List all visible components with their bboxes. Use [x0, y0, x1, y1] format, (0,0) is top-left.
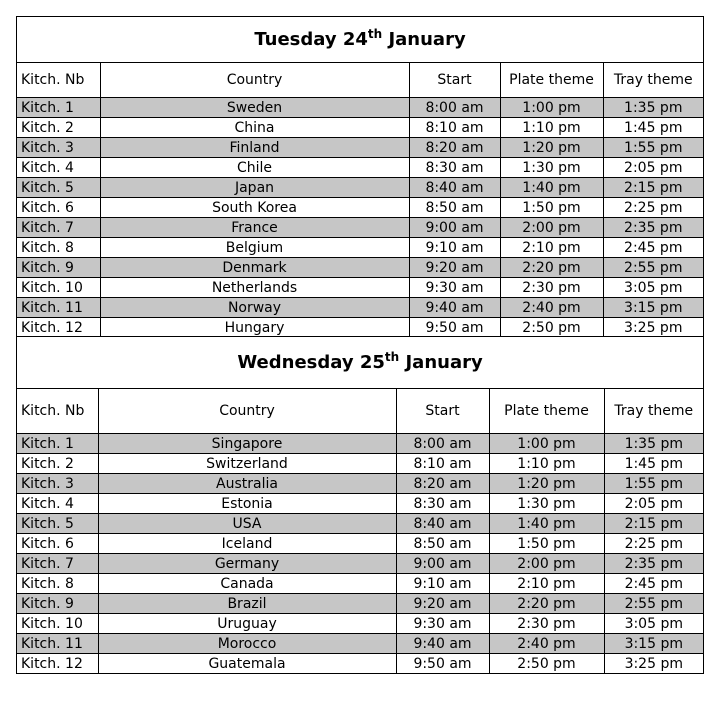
cell-tray-theme: 3:05 pm [603, 278, 703, 298]
cell-country: Hungary [100, 318, 409, 338]
table-row [17, 158, 703, 178]
table-row [17, 318, 703, 338]
cell-kitchen: Kitch. 11 [17, 634, 98, 654]
schedule-wednesday [16, 336, 704, 674]
table-row [17, 554, 703, 574]
table-row [17, 238, 703, 258]
cell-plate-theme: 1:30 pm [489, 494, 604, 514]
table-row [17, 98, 703, 118]
cell-plate-theme: 2:10 pm [489, 574, 604, 594]
cell-start: 9:40 am [396, 634, 489, 654]
cell-country: Finland [100, 138, 409, 158]
cell-kitchen: Kitch. 6 [21, 199, 74, 216]
table-row [17, 258, 703, 278]
cell-start: 9:10 am [409, 238, 500, 258]
schedule-table [17, 17, 703, 337]
cell-start: 8:40 am [409, 178, 500, 198]
cell-country: Estonia [98, 494, 396, 514]
cell-tray-theme: 2:45 pm [604, 574, 703, 594]
cell-kitchen: Kitch. 7 [17, 554, 98, 574]
cell-plate-theme: 2:50 pm [489, 654, 604, 674]
col-header-start: Start [409, 63, 500, 98]
cell-country: Iceland [98, 534, 396, 554]
day-title: Tuesday 24th January [17, 17, 703, 63]
cell-tray-theme: 1:45 pm [603, 118, 703, 138]
cell-tray-theme: 1:35 pm [604, 434, 703, 454]
table-row [17, 494, 703, 514]
table-row [17, 454, 703, 474]
cell-plate-theme: 1:40 pm [500, 178, 603, 198]
cell-tray-theme: 1:45 pm [604, 454, 703, 474]
cell-plate-theme: 1:20 pm [489, 474, 604, 494]
cell-plate-theme: 1:10 pm [489, 454, 604, 474]
cell-kitchen: Kitch. 7 [17, 218, 100, 238]
cell-plate-theme: 2:40 pm [489, 634, 604, 654]
cell-plate-theme: 2:00 pm [489, 554, 604, 574]
cell-start: 9:40 am [409, 298, 500, 318]
cell-plate-theme: 2:40 pm [500, 298, 603, 318]
cell-start: 9:50 am [409, 318, 500, 338]
cell-start: 8:10 am [396, 454, 489, 474]
cell-country: Chile [100, 158, 409, 178]
cell-country: Switzerland [98, 454, 396, 474]
cell-plate-theme: 1:50 pm [489, 534, 604, 554]
cell-country: China [100, 118, 409, 138]
cell-country: Japan [100, 178, 409, 198]
cell-start: 8:50 am [409, 198, 500, 218]
table-row [17, 514, 703, 534]
col-header-country: Country [98, 389, 396, 434]
cell-tray-theme: 1:55 pm [604, 474, 703, 494]
cell-kitchen: Kitch. 12 [21, 319, 83, 336]
cell-kitchen: Kitch. 4 [21, 159, 74, 176]
cell-plate-theme: 2:20 pm [489, 594, 604, 614]
cell-start: 9:00 am [409, 218, 500, 238]
cell-kitchen: Kitch. 4 [21, 495, 74, 512]
cell-kitchen: Kitch. 9 [17, 258, 100, 278]
cell-country: USA [98, 514, 396, 534]
cell-tray-theme: 2:55 pm [603, 258, 703, 278]
cell-tray-theme: 3:15 pm [603, 298, 703, 318]
cell-kitchen: Kitch. 1 [17, 434, 98, 454]
cell-tray-theme: 1:55 pm [603, 138, 703, 158]
table-row [17, 614, 703, 634]
cell-kitchen: Kitch. 3 [17, 138, 100, 158]
cell-country: Singapore [98, 434, 396, 454]
table-row [17, 298, 703, 318]
col-header-plate-theme: Plate theme [489, 389, 604, 434]
cell-kitchen: Kitch. 10 [21, 615, 83, 632]
cell-tray-theme: 2:15 pm [604, 514, 703, 534]
cell-country: Morocco [98, 634, 396, 654]
cell-plate-theme: 1:00 pm [489, 434, 604, 454]
cell-tray-theme: 2:35 pm [603, 218, 703, 238]
cell-tray-theme: 2:45 pm [603, 238, 703, 258]
cell-kitchen: Kitch. 10 [21, 279, 83, 296]
cell-start: 9:10 am [396, 574, 489, 594]
cell-country: South Korea [100, 198, 409, 218]
table-row [17, 654, 703, 674]
cell-plate-theme: 1:50 pm [500, 198, 603, 218]
table-row [17, 278, 703, 298]
cell-plate-theme: 2:30 pm [489, 614, 604, 634]
cell-tray-theme: 2:55 pm [604, 594, 703, 614]
cell-country: Netherlands [100, 278, 409, 298]
cell-start: 8:30 am [409, 158, 500, 178]
table-row [17, 634, 703, 654]
cell-country: Sweden [100, 98, 409, 118]
cell-start: 9:30 am [396, 614, 489, 634]
cell-plate-theme: 1:40 pm [489, 514, 604, 534]
col-header-tray-theme: Tray theme [603, 63, 703, 98]
cell-country: Belgium [100, 238, 409, 258]
cell-tray-theme: 1:35 pm [603, 98, 703, 118]
cell-plate-theme: 1:00 pm [500, 98, 603, 118]
cell-country: Norway [100, 298, 409, 318]
col-header-tray-theme: Tray theme [604, 389, 703, 434]
cell-kitchen: Kitch. 8 [21, 575, 74, 592]
table-row [17, 178, 703, 198]
cell-start: 9:30 am [409, 278, 500, 298]
table-row [17, 534, 703, 554]
cell-plate-theme: 2:20 pm [500, 258, 603, 278]
cell-kitchen: Kitch. 5 [17, 178, 100, 198]
cell-tray-theme: 2:25 pm [604, 534, 703, 554]
cell-tray-theme: 2:35 pm [604, 554, 703, 574]
cell-kitchen: Kitch. 2 [21, 119, 74, 136]
cell-country: France [100, 218, 409, 238]
cell-tray-theme: 2:05 pm [603, 158, 703, 178]
cell-tray-theme: 2:05 pm [604, 494, 703, 514]
cell-kitchen: Kitch. 1 [17, 98, 100, 118]
day-title: Wednesday 25th January [17, 337, 703, 389]
col-header-kitchen: Kitch. Nb [21, 72, 85, 88]
cell-kitchen: Kitch. 2 [21, 455, 74, 472]
table-row [17, 218, 703, 238]
cell-country: Denmark [100, 258, 409, 278]
header-row [17, 389, 703, 434]
cell-start: 8:50 am [396, 534, 489, 554]
col-header-plate-theme: Plate theme [500, 63, 603, 98]
cell-plate-theme: 2:30 pm [500, 278, 603, 298]
schedule-tuesday [16, 16, 704, 337]
cell-kitchen: Kitch. 6 [21, 535, 74, 552]
cell-kitchen: Kitch. 12 [21, 655, 83, 672]
cell-plate-theme: 2:00 pm [500, 218, 603, 238]
table-row [17, 198, 703, 218]
table-row [17, 138, 703, 158]
table-row [17, 118, 703, 138]
cell-tray-theme: 3:15 pm [604, 634, 703, 654]
table-row [17, 434, 703, 454]
cell-tray-theme: 3:05 pm [604, 614, 703, 634]
cell-country: Brazil [98, 594, 396, 614]
table-row [17, 474, 703, 494]
cell-start: 8:20 am [396, 474, 489, 494]
cell-country: Uruguay [98, 614, 396, 634]
cell-plate-theme: 1:10 pm [500, 118, 603, 138]
cell-tray-theme: 2:25 pm [603, 198, 703, 218]
cell-kitchen: Kitch. 9 [17, 594, 98, 614]
cell-kitchen: Kitch. 11 [17, 298, 100, 318]
cell-start: 8:00 am [396, 434, 489, 454]
cell-plate-theme: 2:50 pm [500, 318, 603, 338]
cell-country: Canada [98, 574, 396, 594]
cell-start: 9:20 am [396, 594, 489, 614]
cell-start: 8:40 am [396, 514, 489, 534]
cell-plate-theme: 1:20 pm [500, 138, 603, 158]
cell-start: 9:00 am [396, 554, 489, 574]
cell-plate-theme: 1:30 pm [500, 158, 603, 178]
cell-tray-theme: 3:25 pm [603, 318, 703, 338]
cell-tray-theme: 3:25 pm [604, 654, 703, 674]
cell-start: 8:00 am [409, 98, 500, 118]
table-row [17, 594, 703, 614]
header-row [17, 63, 703, 98]
schedule-table [17, 337, 703, 673]
cell-start: 8:10 am [409, 118, 500, 138]
cell-kitchen: Kitch. 3 [17, 474, 98, 494]
table-row [17, 574, 703, 594]
cell-start: 9:50 am [396, 654, 489, 674]
cell-tray-theme: 2:15 pm [603, 178, 703, 198]
cell-country: Guatemala [98, 654, 396, 674]
col-header-country: Country [100, 63, 409, 98]
cell-country: Germany [98, 554, 396, 574]
cell-plate-theme: 2:10 pm [500, 238, 603, 258]
table-body [17, 434, 703, 674]
table-body [17, 98, 703, 338]
cell-start: 8:20 am [409, 138, 500, 158]
cell-country: Australia [98, 474, 396, 494]
col-header-kitchen: Kitch. Nb [21, 403, 85, 419]
cell-kitchen: Kitch. 8 [21, 239, 74, 256]
col-header-start: Start [396, 389, 489, 434]
cell-kitchen: Kitch. 5 [17, 514, 98, 534]
cell-start: 9:20 am [409, 258, 500, 278]
cell-start: 8:30 am [396, 494, 489, 514]
